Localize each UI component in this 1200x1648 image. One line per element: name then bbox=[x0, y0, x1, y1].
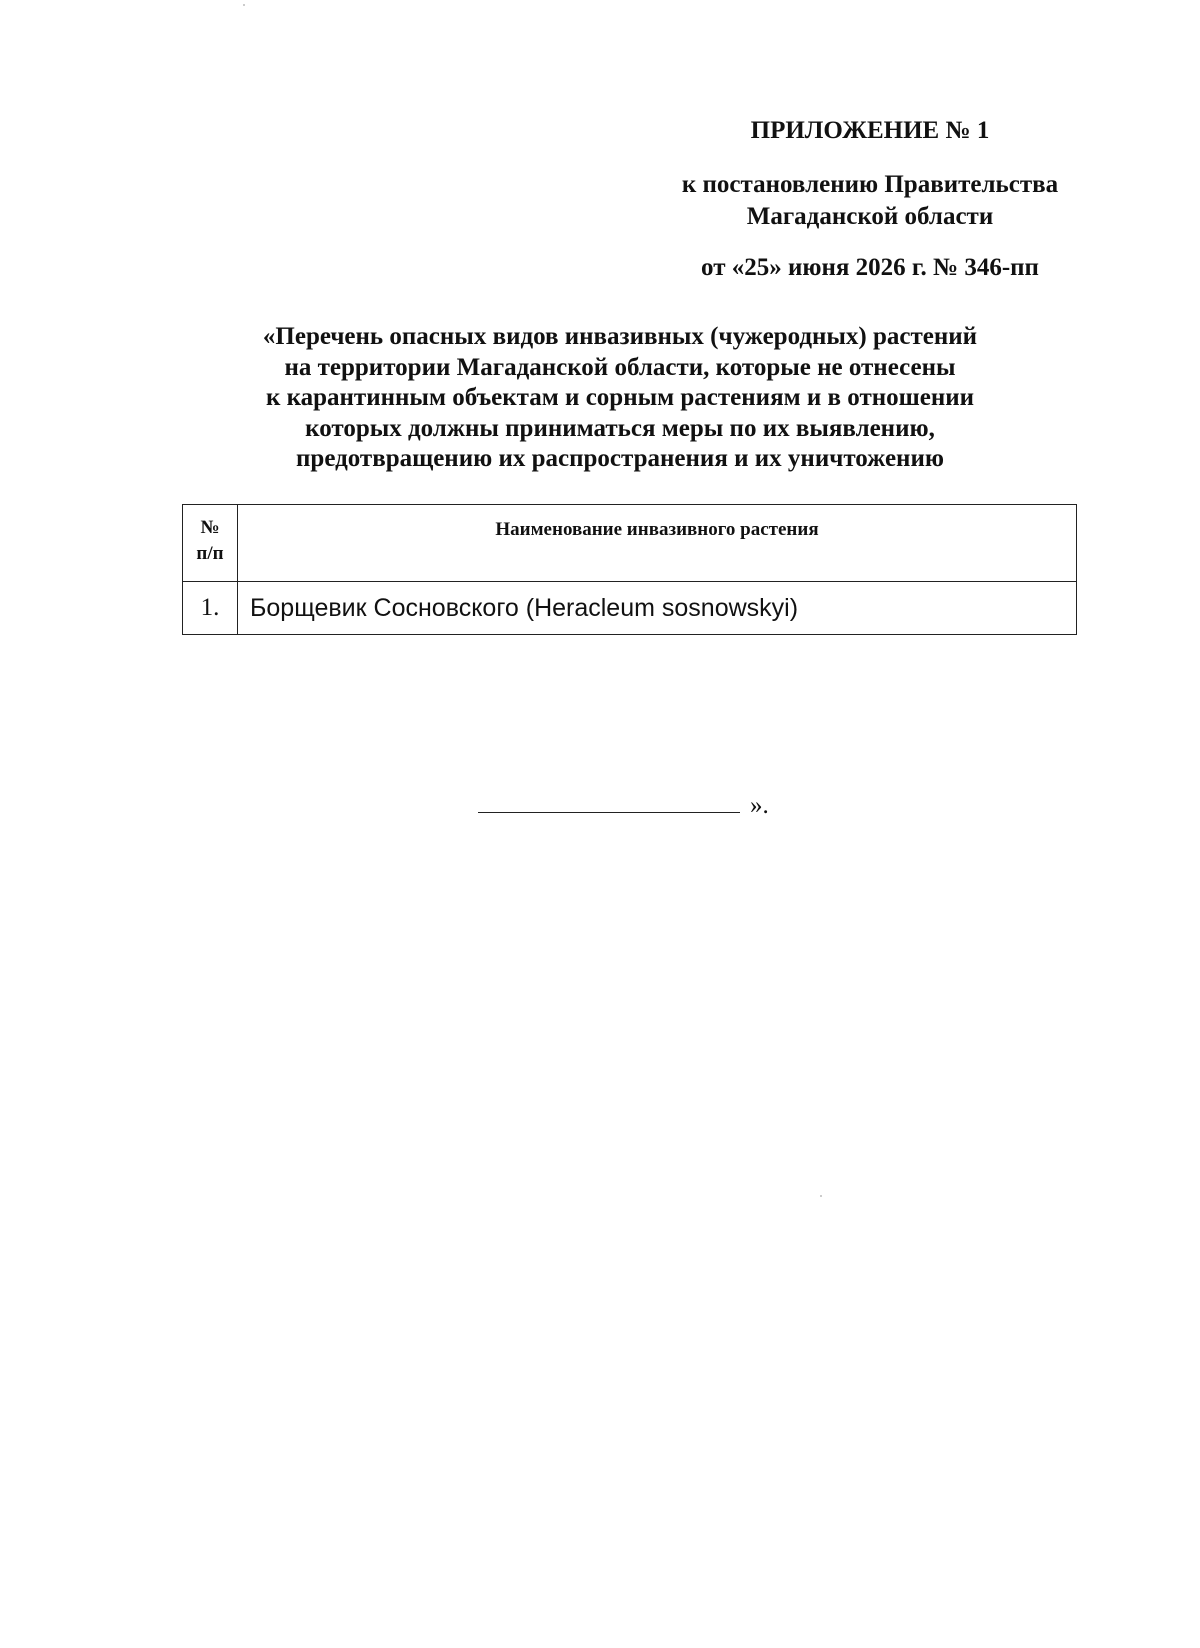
list-title-line: которых должны приниматься меры по их выявлению, bbox=[305, 414, 935, 442]
header-number-text: № п/п bbox=[196, 517, 224, 564]
table-row bbox=[183, 582, 1077, 635]
closing-quote: ». bbox=[750, 792, 769, 819]
header-plant-name: Наименование инвазивного растения bbox=[238, 505, 1077, 582]
list-title-line: к карантинным объектам и сорным растениям и в отношении bbox=[265, 384, 975, 411]
row-number: 1. bbox=[183, 582, 238, 635]
row-plant-name: Борщевик Сосновского (Heracleum sosnowskyi) bbox=[238, 582, 1077, 635]
appendix-title: ПРИЛОЖЕНИЕ № 1 bbox=[750, 117, 990, 144]
decree-reference-line-1: к постановлению Правительства bbox=[681, 171, 1059, 198]
list-title bbox=[160, 322, 1080, 475]
scan-speck bbox=[243, 4, 245, 6]
table-header-row bbox=[183, 505, 1077, 582]
decree-reference-line-2: Магаданской области bbox=[746, 203, 994, 230]
invasive-plants-table bbox=[182, 504, 1077, 635]
closing-line bbox=[478, 790, 769, 821]
list-title-line: предотвращению их распространения и их уничтожению bbox=[296, 445, 944, 472]
scan-speck bbox=[820, 1195, 822, 1197]
decree-date: от «25» июня 2026 г. № 346-пп bbox=[701, 254, 1039, 281]
list-title-line: «Перечень опасных видов инвазивных (чужеродных) растений bbox=[262, 323, 978, 350]
list-title-line: на территории Магаданской области, которые не отнесены bbox=[284, 353, 956, 381]
signature-rule bbox=[478, 790, 740, 813]
header-number bbox=[183, 505, 238, 582]
